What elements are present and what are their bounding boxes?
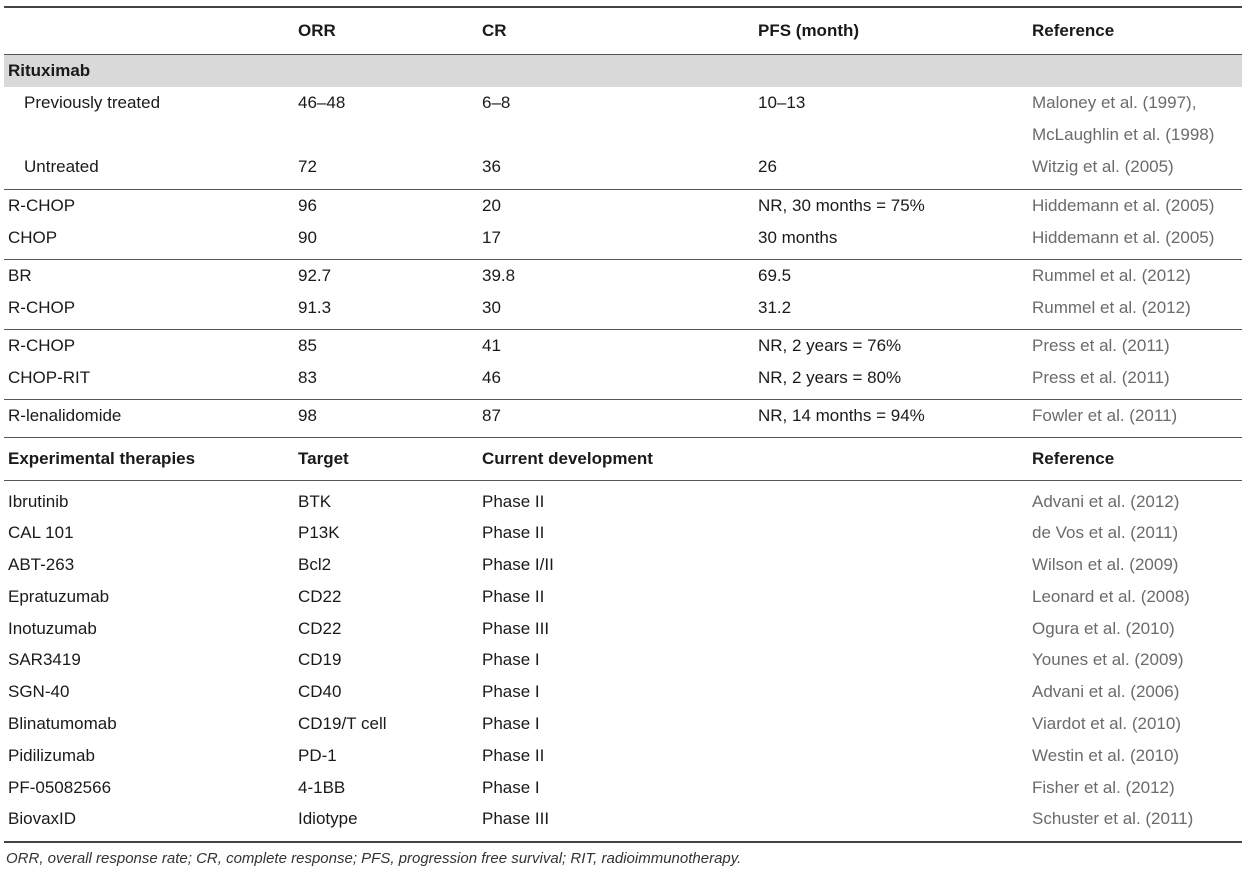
cell-cr: 87 xyxy=(482,405,501,425)
cell-cr: 6–8 xyxy=(482,92,511,112)
cell-reference: Fowler et al. (2011) xyxy=(1032,405,1178,425)
comparison-group-c xyxy=(4,330,1242,399)
cell-target: 4-1BB xyxy=(298,777,346,797)
cell-target: CD19 xyxy=(298,650,342,670)
rituximab-section-label: Rituximab xyxy=(8,60,91,80)
experimental-row xyxy=(4,613,1242,645)
cell-pfs: 69.5 xyxy=(758,265,792,285)
cell-pfs: 10–13 xyxy=(758,92,806,112)
cell-target: CD22 xyxy=(298,618,342,638)
cell-cr: 17 xyxy=(482,227,501,247)
cell-cr: 46 xyxy=(482,367,501,387)
exp-header-reference: Reference xyxy=(1032,448,1115,468)
experimental-row xyxy=(4,549,1242,581)
cell-development: Phase I xyxy=(482,682,540,702)
cell-therapy: PF-05082566 xyxy=(8,777,112,797)
cell-reference: Witzig et al. (2005) xyxy=(1032,156,1174,176)
cell-pfs: NR, 30 months = 75% xyxy=(758,195,925,215)
cell-therapy: SAR3419 xyxy=(8,650,81,670)
header-col-cr: CR xyxy=(482,20,507,40)
cell-therapy: R-CHOP xyxy=(8,335,76,355)
cell-development: Phase I xyxy=(482,777,540,797)
cell-therapy: Ibrutinib xyxy=(8,491,69,511)
table-row xyxy=(4,330,1242,362)
cell-reference: Hiddemann et al. (2005) xyxy=(1032,227,1215,247)
experimental-row xyxy=(4,644,1242,676)
experimental-therapies-list xyxy=(4,481,1242,836)
cell-cr: 41 xyxy=(482,335,501,355)
cell-development: Phase II xyxy=(482,523,545,543)
cell-reference: Wilson et al. (2009) xyxy=(1032,555,1179,575)
cell-cr: 30 xyxy=(482,297,501,317)
cell-target: CD22 xyxy=(298,586,342,606)
cell-therapy: ABT-263 xyxy=(8,555,75,575)
cell-cr: 39.8 xyxy=(482,265,516,285)
cell-reference-line1: Maloney et al. (1997), xyxy=(1032,92,1197,112)
table-row xyxy=(4,400,1242,432)
cell-reference: Viardot et al. (2010) xyxy=(1032,714,1181,734)
experimental-row xyxy=(4,581,1242,613)
cell-development: Phase I xyxy=(482,714,540,734)
cell-pfs: NR, 14 months = 94% xyxy=(758,405,925,425)
cell-pfs: 26 xyxy=(758,156,777,176)
cell-reference: Hiddemann et al. (2005) xyxy=(1032,195,1215,215)
cell-development: Phase II xyxy=(482,745,545,765)
table-row xyxy=(4,362,1242,394)
cell-therapy: Blinatumomab xyxy=(8,714,117,734)
rituximab-section-band xyxy=(4,55,1242,87)
table-row xyxy=(4,190,1242,222)
cell-reference: Rummel et al. (2012) xyxy=(1032,297,1191,317)
experimental-row xyxy=(4,676,1242,708)
experimental-header-row xyxy=(4,438,1242,480)
exp-header-target: Target xyxy=(298,448,349,468)
cell-orr: 92.7 xyxy=(298,265,332,285)
cell-development: Phase II xyxy=(482,491,545,511)
experimental-row xyxy=(4,740,1242,772)
cell-therapy: Previously treated xyxy=(24,92,161,112)
cell-therapy: Untreated xyxy=(24,156,99,176)
cell-target: Idiotype xyxy=(298,809,358,829)
cell-development: Phase I xyxy=(482,650,540,670)
cell-orr: 91.3 xyxy=(298,297,332,317)
cell-reference: Ogura et al. (2010) xyxy=(1032,618,1175,638)
table-header-row xyxy=(4,8,1242,54)
comparison-group-d xyxy=(4,400,1242,437)
cell-orr: 46–48 xyxy=(298,92,346,112)
experimental-row xyxy=(4,486,1242,518)
cell-target: CD40 xyxy=(298,682,342,702)
cell-pfs: 31.2 xyxy=(758,297,792,317)
cell-therapy: BiovaxID xyxy=(8,809,77,829)
cell-orr: 96 xyxy=(298,195,317,215)
cell-reference: Rummel et al. (2012) xyxy=(1032,265,1191,285)
cell-therapy: Pidilizumab xyxy=(8,745,95,765)
cell-orr: 90 xyxy=(298,227,317,247)
cell-reference: Fisher et al. (2012) xyxy=(1032,777,1175,797)
comparison-group-b xyxy=(4,260,1242,329)
cell-reference xyxy=(1032,87,1214,151)
header-col-pfs: PFS (month) xyxy=(758,20,860,40)
table-bottom-rule xyxy=(4,841,1242,843)
table-row xyxy=(4,292,1242,324)
cell-reference: Schuster et al. (2011) xyxy=(1032,809,1194,829)
table-row xyxy=(4,87,1242,151)
cell-development: Phase II xyxy=(482,586,545,606)
cell-reference-line2: McLaughlin et al. (1998) xyxy=(1032,124,1215,144)
cell-therapy: CAL 101 xyxy=(8,523,74,543)
table-row xyxy=(4,151,1242,183)
cell-pfs: NR, 2 years = 80% xyxy=(758,367,902,387)
cell-reference: Westin et al. (2010) xyxy=(1032,745,1180,765)
cell-orr: 98 xyxy=(298,405,317,425)
cell-therapy: R-lenalidomide xyxy=(8,405,122,425)
cell-therapy: R-CHOP xyxy=(8,297,76,317)
cell-therapy: SGN-40 xyxy=(8,682,70,702)
cell-reference: Press et al. (2011) xyxy=(1032,335,1170,355)
therapy-table xyxy=(4,6,1242,843)
cell-reference: de Vos et al. (2011) xyxy=(1032,523,1179,543)
cell-target: PD-1 xyxy=(298,745,337,765)
cell-cr: 20 xyxy=(482,195,501,215)
cell-target: BTK xyxy=(298,491,332,511)
cell-therapy: CHOP xyxy=(8,227,58,247)
cell-reference: Advani et al. (2006) xyxy=(1032,682,1180,702)
cell-pfs: NR, 2 years = 76% xyxy=(758,335,902,355)
cell-reference: Advani et al. (2012) xyxy=(1032,491,1180,511)
cell-cr: 36 xyxy=(482,156,501,176)
cell-orr: 72 xyxy=(298,156,317,176)
experimental-row xyxy=(4,772,1242,804)
cell-development: Phase III xyxy=(482,809,550,829)
table-row xyxy=(4,222,1242,254)
header-col-reference: Reference xyxy=(1032,20,1115,40)
cell-target: P13K xyxy=(298,523,340,543)
header-col-orr: ORR xyxy=(298,20,336,40)
cell-therapy: R-CHOP xyxy=(8,195,76,215)
table-footnote: ORR, overall response rate; CR, complete response; PFS, progression free survival; RIT, radioimmunotherapy. xyxy=(6,850,742,867)
experimental-row xyxy=(4,517,1242,549)
cell-development: Phase I/II xyxy=(482,555,554,575)
cell-pfs: 30 months xyxy=(758,227,838,247)
cell-reference: Press et al. (2011) xyxy=(1032,367,1170,387)
cell-orr: 85 xyxy=(298,335,317,355)
cell-reference: Younes et al. (2009) xyxy=(1032,650,1184,670)
cell-therapy: BR xyxy=(8,265,32,285)
cell-therapy: Epratuzumab xyxy=(8,586,110,606)
cell-target: CD19/T cell xyxy=(298,714,387,734)
cell-orr: 83 xyxy=(298,367,317,387)
cell-therapy: Inotuzumab xyxy=(8,618,97,638)
exp-header-therapies: Experimental therapies xyxy=(8,448,196,468)
table-row xyxy=(4,260,1242,292)
exp-header-development: Current development xyxy=(482,448,653,468)
experimental-row xyxy=(4,708,1242,740)
cell-target: Bcl2 xyxy=(298,555,332,575)
experimental-row xyxy=(4,803,1242,835)
comparison-group-a xyxy=(4,190,1242,259)
cell-reference: Leonard et al. (2008) xyxy=(1032,586,1190,606)
cell-therapy: CHOP-RIT xyxy=(8,367,91,387)
cell-development: Phase III xyxy=(482,618,550,638)
